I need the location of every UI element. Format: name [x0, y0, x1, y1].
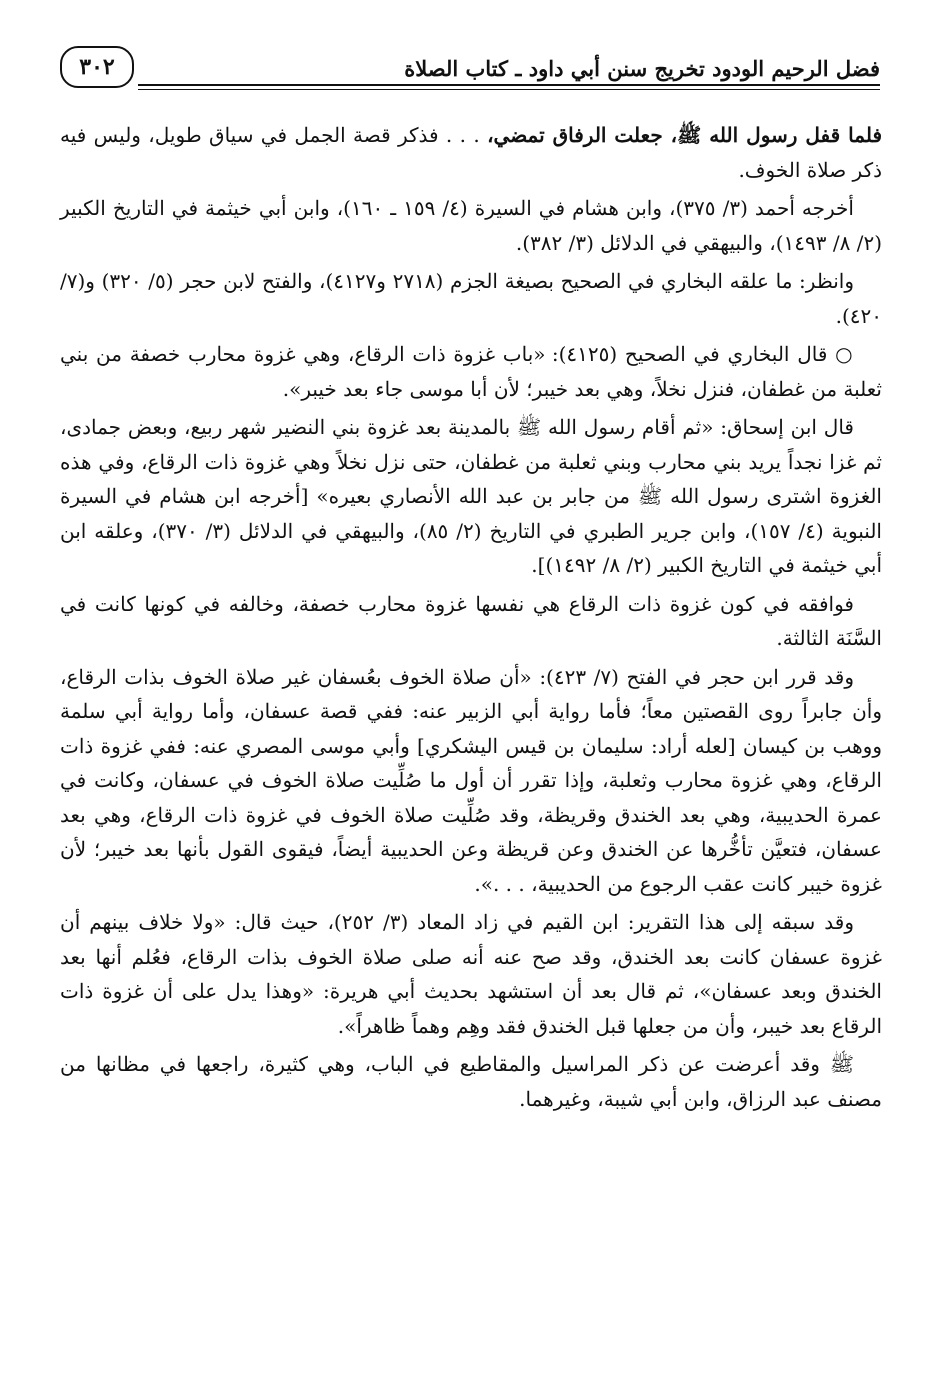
- paragraph: وقد سبقه إلى هذا التقرير: ابن القيم في زاد المعاد (٣/ ٢٥٢)، حيث قال: «ولا خلاف بينهم أن غزوة عسفان كانت بعد الخندق، وقد صح عنه أنه صلى صلاة الخوف بذات الرقاع، فعُلم أنها بعد الخندق وبعد عسفان»، ثم قال بعد أن استشهد بحديث أبي هريرة: «وهذا يدل على أن غزوة ذات الرقاع بعد خيبر، وأن من جعلها قبل الخندق فقد وهِم وهماً ظاهراً».: [60, 910, 882, 1038]
- paragraph: أخرجه أحمد (٣/ ٣٧٥)، وابن هشام في السيرة (٤/ ١٥٩ ـ ١٦٠)، وابن أبي خيثمة في التاريخ الكبير (٢/ ٨/ ١٤٩٣)، والبيهقي في الدلائل (٣/ ٣٨٢).: [60, 196, 882, 255]
- page-body: [60, 118, 882, 1120]
- page-header: [60, 44, 880, 94]
- header-rule: [138, 84, 880, 86]
- bold-lead: فلما قفل رسول الله ﷺ، جعلت الرفاق تمضي،: [487, 123, 883, 147]
- paragraph: فوافقه في كون غزوة ذات الرقاع هي نفسها غزوة محارب خصفة، وخالفه في كونها كانت في السَّنَة الثالثة.: [60, 591, 882, 650]
- paragraph: وانظر: ما علقه البخاري في الصحيح بصيغة الجزم (٢٧١٨ و٤١٢٧)، والفتح لابن حجر (٥/ ٣٢٠) و(٧/ ٤٢٠).: [60, 269, 882, 328]
- paragraph: قال ابن إسحاق: «ثم أقام رسول الله ﷺ بالمدينة بعد غزوة بني النضير شهر ربيع، وبعض جمادى، ثم غزا نجداً يريد بني محارب وبني ثعلبة من غطفان، حتى نزل نخلاً وهي غزوة ذات الرقاع، وفي هذه الغزوة اشترى رسول الله ﷺ من جابر بن عبد الله الأنصاري بعيره» [أخرجه ابن هشام في السيرة النبوية (٤/ ١٥٧)، وابن جرير الطبري في التاريخ (٢/ ٨٥)، والبيهقي في الدلائل (٣/ ٣٧٠)، وعلقه ابن أبي خيثمة في التاريخ الكبير (٢/ ٨/ ١٤٩٢)].: [60, 415, 882, 577]
- running-title: فضل الرحيم الودود تخريج سنن أبي داود ـ كتاب الصلاة: [404, 56, 880, 81]
- paragraph: ○ قال البخاري في الصحيح (٤١٢٥): «باب غزوة ذات الرقاع، وهي غزوة محارب خصفة من بني ثعلبة من غطفان، فنزل نخلاً، وهي بعد خيبر؛ لأن أبا موسى جاء بعد خيبر».: [60, 342, 882, 401]
- paragraph: ﷺ وقد أعرضت عن ذكر المراسيل والمقاطيع في الباب، وهي كثيرة، راجعها في مظانها من مصنف عبد الرزاق، وابن أبي شيبة، وغيرهما.: [60, 1052, 882, 1111]
- paragraph: [60, 118, 882, 187]
- header-rule-thin: [138, 89, 880, 90]
- paragraph: وقد قرر ابن حجر في الفتح (٧/ ٤٢٣): «أن صلاة الخوف بعُسفان غير صلاة الخوف بذات الرقاع، وأن جابراً روى القصتين معاً؛ فأما رواية أبي الزبير عنه: ففي قصة عسفان، وأما رواية أبي سلمة ووهب بن كيسان [لعله أراد: سليمان بن قيس اليشكري] وأبي موسى المصري عنه: ففي غزوة ذات الرقاع، وهي غزوة محارب وثعلبة، وإذا تقرر أن أول ما صُلِّيت صلاة الخوف في عسفان، وكانت في عمرة الحديبية، وهي بعد الخندق وقريظة، وقد صُلِّيت صلاة الخوف في غزوة ذات الرقاع، وهي بعد عسفان، فتعيَّن تأخُّرها عن الخندق وعن قريظة وعن الحديبية أيضاً، فيقوى القول بأنها بعد خيبر؛ لأن غزوة خيبر كانت عقب الرجوع من الحديبية، . . .».: [60, 664, 882, 896]
- paragraph-text: . . . فذكر قصة الجمل في سياق طويل، وليس فيه ذكر صلاة الخوف.: [60, 123, 882, 182]
- page-number: ٣٠٢: [60, 46, 134, 88]
